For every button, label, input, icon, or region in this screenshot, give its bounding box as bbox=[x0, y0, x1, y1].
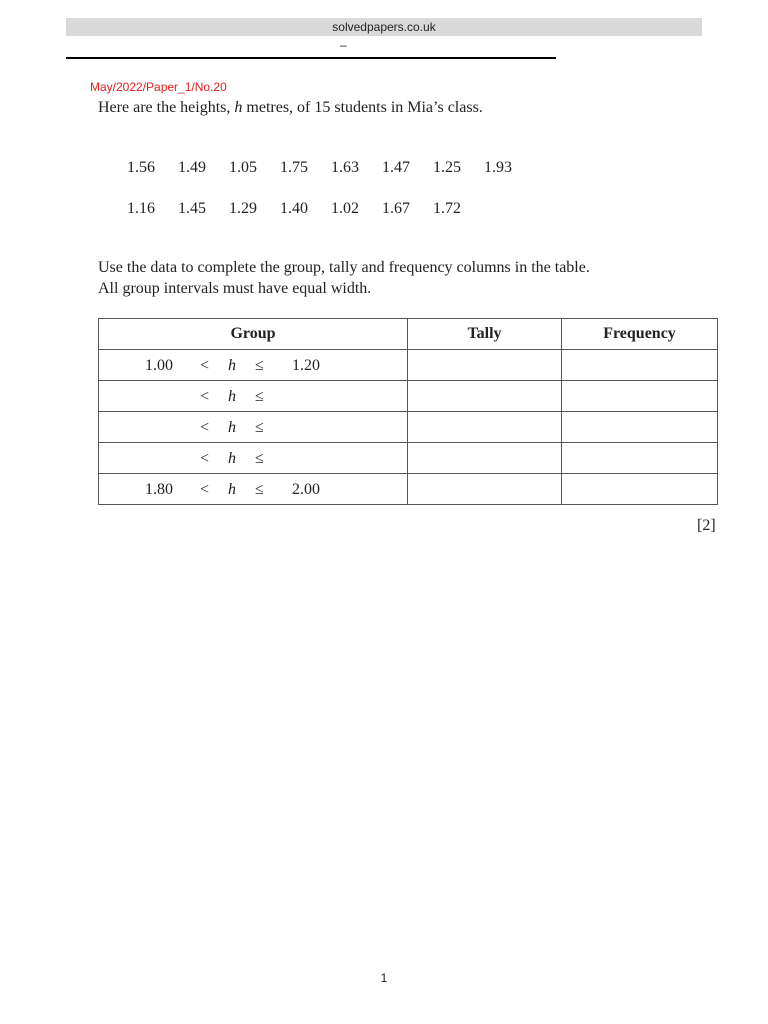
group-upper-bound: 1.20 bbox=[292, 357, 320, 374]
group-variable: h bbox=[228, 388, 236, 405]
less-than-sign: < bbox=[200, 419, 210, 436]
tally-cell[interactable] bbox=[408, 443, 562, 474]
height-value: 1.25 bbox=[433, 159, 461, 176]
less-equal-sign: ≤ bbox=[255, 450, 264, 467]
group-variable: h bbox=[228, 450, 236, 467]
height-value: 1.49 bbox=[178, 159, 206, 176]
less-equal-sign: ≤ bbox=[255, 481, 264, 498]
tally-header: Tally bbox=[408, 319, 562, 350]
intro-text-after: metres, of 15 students in Mia’s class. bbox=[242, 99, 483, 116]
group-cell bbox=[99, 350, 408, 381]
marks-label: [2] bbox=[697, 517, 716, 534]
height-value: 1.72 bbox=[433, 200, 461, 217]
table-row bbox=[99, 443, 718, 474]
height-value: 1.02 bbox=[331, 200, 359, 217]
less-equal-sign: ≤ bbox=[255, 419, 264, 436]
group-variable: h bbox=[228, 419, 236, 436]
site-name: solvedpapers.co.uk bbox=[332, 20, 436, 34]
group-upper-bound: 2.00 bbox=[292, 481, 320, 498]
tally-cell[interactable] bbox=[408, 350, 562, 381]
table-row bbox=[99, 350, 718, 381]
height-value: 1.29 bbox=[229, 200, 257, 217]
less-than-sign: < bbox=[200, 450, 210, 467]
height-value: 1.05 bbox=[229, 159, 257, 176]
height-value: 1.16 bbox=[127, 200, 155, 217]
header-dash: – bbox=[340, 38, 347, 52]
less-than-sign: < bbox=[200, 481, 210, 498]
group-lower-bound: 1.00 bbox=[145, 357, 173, 374]
site-banner bbox=[66, 18, 702, 36]
table-row bbox=[99, 474, 718, 505]
instruction-line-1: Use the data to complete the group, tally and frequency columns in the table. bbox=[98, 259, 590, 276]
height-value: 1.63 bbox=[331, 159, 359, 176]
height-value: 1.67 bbox=[382, 200, 410, 217]
tally-cell[interactable] bbox=[408, 474, 562, 505]
frequency-cell[interactable] bbox=[562, 474, 718, 505]
table-row bbox=[99, 412, 718, 443]
group-cell bbox=[99, 474, 408, 505]
frequency-cell[interactable] bbox=[562, 350, 718, 381]
group-cell[interactable] bbox=[99, 412, 408, 443]
intro-text-before: Here are the heights, bbox=[98, 99, 235, 116]
less-than-sign: < bbox=[200, 357, 210, 374]
group-header: Group bbox=[99, 319, 408, 350]
less-equal-sign: ≤ bbox=[255, 388, 264, 405]
frequency-header: Frequency bbox=[562, 319, 718, 350]
height-value: 1.93 bbox=[484, 159, 512, 176]
tally-cell[interactable] bbox=[408, 412, 562, 443]
height-value: 1.45 bbox=[178, 200, 206, 217]
table-row bbox=[99, 381, 718, 412]
height-value: 1.40 bbox=[280, 200, 308, 217]
tally-cell[interactable] bbox=[408, 381, 562, 412]
frequency-cell[interactable] bbox=[562, 443, 718, 474]
intro-variable: h bbox=[234, 99, 243, 116]
less-equal-sign: ≤ bbox=[255, 357, 264, 374]
frequency-cell[interactable] bbox=[562, 412, 718, 443]
height-value: 1.56 bbox=[127, 159, 155, 176]
group-cell[interactable] bbox=[99, 381, 408, 412]
less-than-sign: < bbox=[200, 388, 210, 405]
group-variable: h bbox=[228, 357, 236, 374]
frequency-cell[interactable] bbox=[562, 381, 718, 412]
group-lower-bound: 1.80 bbox=[145, 481, 173, 498]
page-number: 1 bbox=[380, 971, 388, 985]
frequency-table bbox=[98, 318, 718, 505]
height-value: 1.75 bbox=[280, 159, 308, 176]
question-reference: May/2022/Paper_1/No.20 bbox=[90, 80, 227, 94]
header-rule bbox=[66, 57, 556, 59]
group-variable: h bbox=[228, 481, 236, 498]
height-value: 1.47 bbox=[382, 159, 410, 176]
instruction-line-2: All group intervals must have equal width. bbox=[98, 280, 372, 297]
group-cell[interactable] bbox=[99, 443, 408, 474]
question-intro bbox=[98, 99, 483, 117]
table-header-row bbox=[99, 319, 718, 350]
